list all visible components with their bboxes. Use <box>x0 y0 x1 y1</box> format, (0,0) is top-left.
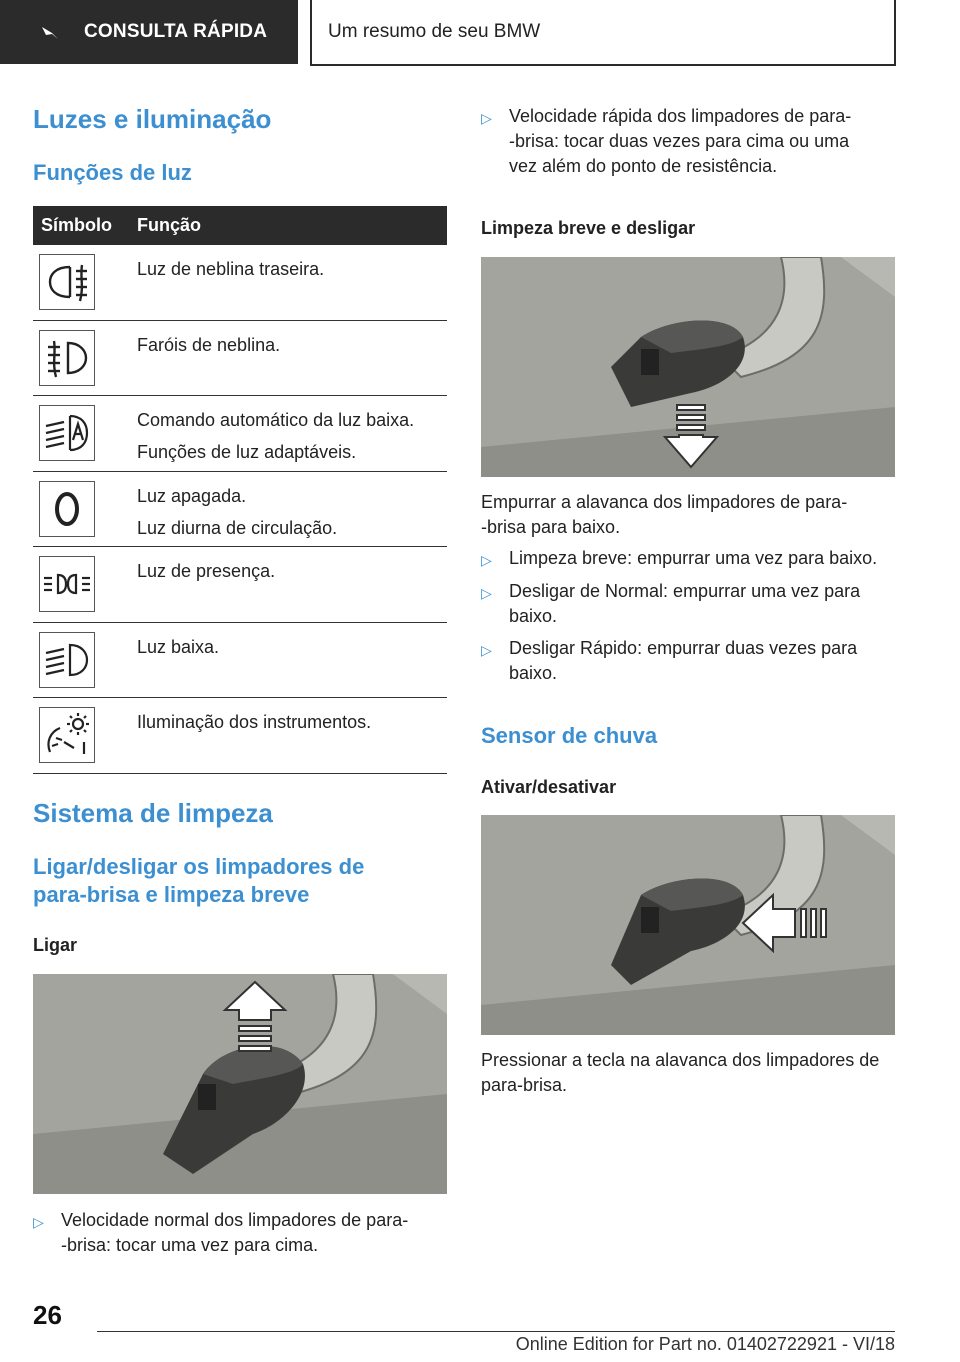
bullet-triangle-icon: ▷ <box>33 1214 44 1230</box>
row-text: Luz de neblina traseira. <box>137 259 325 279</box>
row-text: Luz de presença. <box>137 561 276 581</box>
list-item <box>481 636 895 686</box>
bullet-text: Desligar Rápido: empurrar duas vezes para <box>509 638 858 658</box>
list-item <box>481 579 895 629</box>
heading-brief-wipe: Limpeza breve e desligar <box>481 218 696 238</box>
subsection-title-wipers <box>33 853 364 909</box>
auto-low-beam-icon <box>39 405 95 461</box>
footer-divider <box>97 1331 895 1332</box>
table-row <box>33 698 447 774</box>
light-functions-table <box>33 206 447 774</box>
row-text: Luz diurna de circulação. <box>137 517 338 538</box>
wiper-lever-up-image <box>33 974 447 1194</box>
list-item <box>481 104 895 179</box>
table-row <box>33 245 447 321</box>
row-text: Faróis de neblina. <box>137 334 281 355</box>
row-text: Iluminação dos instrumentos. <box>137 712 372 732</box>
paragraph-line: Empurrar a alavanca dos limpadores de para- <box>481 492 848 512</box>
bullet-text: baixo. <box>509 663 558 683</box>
list-item <box>481 546 895 571</box>
wiper-lever-down-image <box>481 257 895 477</box>
footer-edition: Online Edition for Part no. 01402722921 - VI/18 <box>515 1334 895 1354</box>
front-fog-light-icon <box>39 330 95 386</box>
lights-off-icon <box>39 481 95 537</box>
table-row <box>33 623 447 699</box>
page-number: 26 <box>33 1300 62 1330</box>
table-row <box>33 472 447 548</box>
rear-fog-light-icon <box>39 254 95 310</box>
section-title-wipers: Sistema de limpeza <box>33 798 273 828</box>
section-title-lights: Luzes e iluminação <box>33 104 272 134</box>
col-function-header: Função <box>137 215 202 235</box>
push-lever-text <box>481 490 895 540</box>
heading-on: Ligar <box>33 935 78 955</box>
bullet-text: -brisa: tocar duas vezes para cima ou uma <box>509 131 850 151</box>
tab-summary-label: Um resumo de seu BMW <box>328 21 541 42</box>
press-button-text <box>481 1048 895 1098</box>
bullet-text: Limpeza breve: empurrar uma vez para baixo. <box>509 548 878 568</box>
table-row <box>33 547 447 623</box>
table-row <box>33 396 447 472</box>
list-item <box>33 1208 447 1258</box>
bullet-text: Velocidade normal dos limpadores de para- <box>61 1210 409 1230</box>
paragraph-line: -brisa para baixo. <box>481 517 621 537</box>
rain-sensor-button-image <box>481 815 895 1035</box>
tab-quick-label: CONSULTA RÁPIDA <box>84 21 268 42</box>
row-text: Funções de luz adaptáveis. <box>137 442 357 462</box>
bullet-triangle-icon: ▷ <box>481 642 492 658</box>
table-row <box>33 321 447 397</box>
bullet-text: vez além do ponto de resistência. <box>509 156 778 176</box>
row-text: Comando automático da luz baixa. <box>137 410 415 430</box>
tab-summary[interactable] <box>310 0 896 66</box>
bullet-text: -brisa: tocar uma vez para cima. <box>61 1235 319 1255</box>
bullet-text: baixo. <box>509 606 558 626</box>
subsection-title-line: para-brisa e limpeza breve <box>33 882 310 907</box>
bullet-text: Velocidade rápida dos limpadores de para- <box>509 106 852 126</box>
bullet-triangle-icon: ▷ <box>481 552 492 568</box>
heading-activate: Ativar/desativar <box>481 777 617 797</box>
col-symbol-header: Símbolo <box>41 215 112 235</box>
table-header <box>33 206 447 245</box>
paragraph-line: Pressionar a tecla na alavanca dos limpadores de <box>481 1050 880 1070</box>
row-text: Luz apagada. <box>137 485 247 506</box>
low-beam-icon <box>39 632 95 688</box>
subsection-title-light-functions: Funções de luz <box>33 160 192 185</box>
parking-lights-icon <box>39 556 95 612</box>
instrument-lighting-icon <box>39 707 95 763</box>
row-text: Luz baixa. <box>137 636 220 657</box>
paragraph-line: para-brisa. <box>481 1075 568 1095</box>
tab-quick-reference[interactable] <box>0 0 298 64</box>
quick-reference-icon <box>40 25 60 41</box>
bullet-triangle-icon: ▷ <box>481 585 492 601</box>
subsection-title-line: Ligar/desligar os limpadores de <box>33 854 365 879</box>
section-title-rain-sensor: Sensor de chuva <box>481 723 658 748</box>
bullet-triangle-icon: ▷ <box>481 110 492 126</box>
bullet-text: Desligar de Normal: empurrar uma vez para <box>509 581 861 601</box>
